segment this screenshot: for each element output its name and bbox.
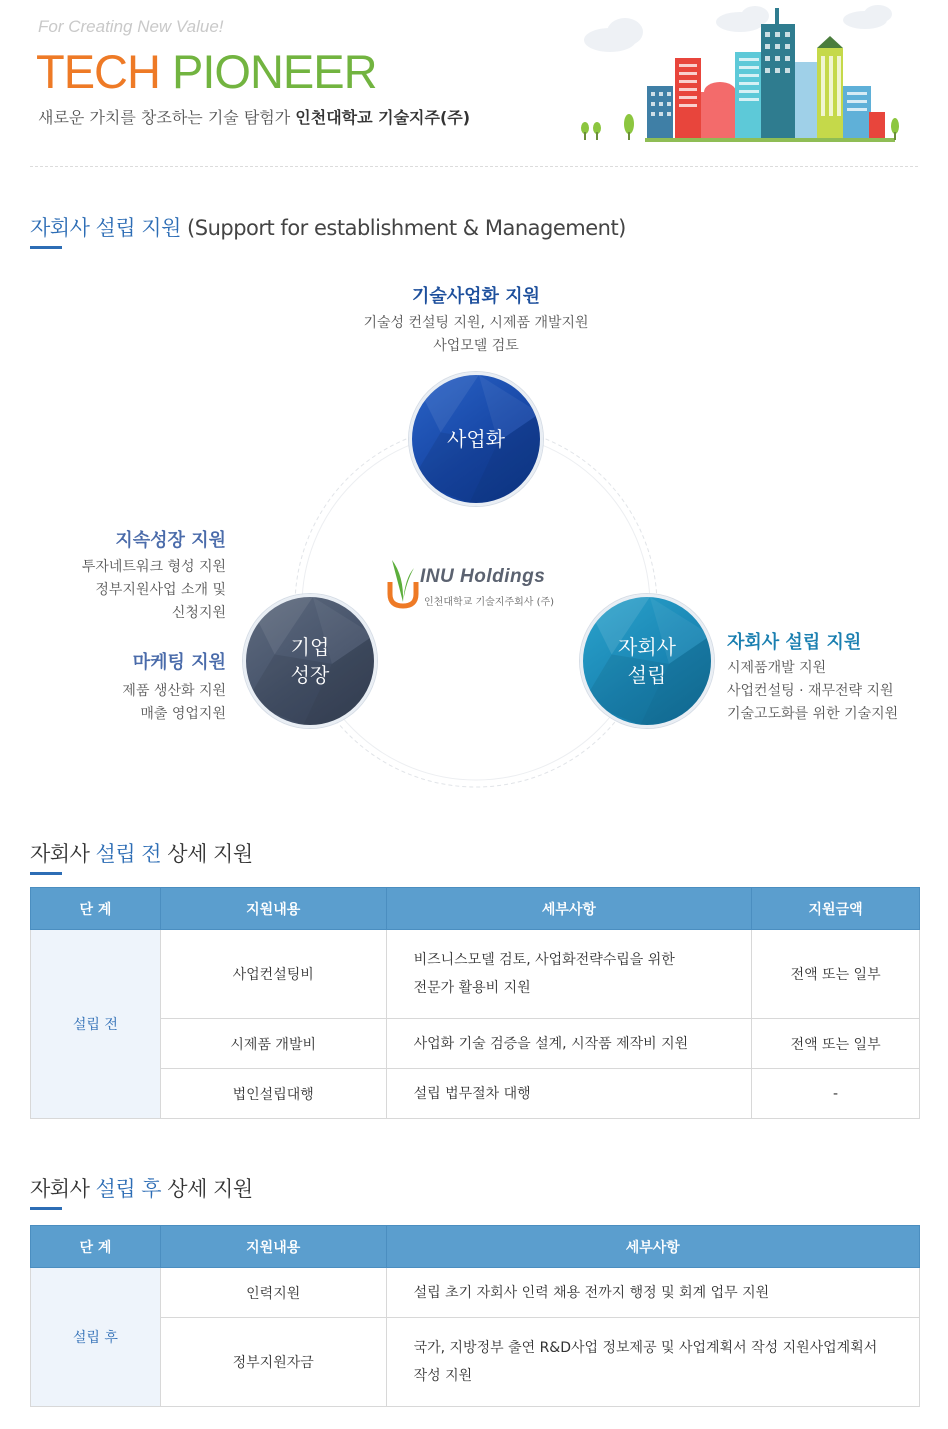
section-title-en: (Support for establishment & Management) — [187, 216, 626, 240]
tagline: For Creating New Value! — [38, 17, 224, 36]
col-header-content: 지원내용 — [160, 1226, 386, 1268]
support-cycle-diagram — [0, 270, 948, 800]
detail-cell: 설립 법무절차 대행 — [386, 1069, 752, 1119]
content-cell: 정부지원자금 — [160, 1318, 386, 1407]
content-cell: 사업컨설팅비 — [160, 930, 386, 1019]
amount-cell: - — [752, 1069, 920, 1119]
table-before-establishment — [30, 887, 920, 1119]
block-sustained-growth-title: 지속성장 지원 — [115, 530, 226, 551]
detail-cell: 국가, 지방정부 출연 R&D사업 정보제공 및 사업계획서 작성 지원사업계획서 작성 지원 — [386, 1318, 919, 1407]
content-cell: 시제품 개발비 — [160, 1019, 386, 1069]
brand-title — [36, 44, 377, 100]
logo-mark-icon — [386, 558, 420, 610]
block-marketing-text: 제품 생산화 지원 매출 영업지원 — [122, 683, 226, 722]
section-title-before-b: 상세 지원 — [167, 842, 253, 866]
block-establishment-text: 시제품개발 지원 사업컨설팅 · 재무전략 지원 기술고도화를 위한 기술지원 — [727, 660, 899, 722]
table-row — [31, 930, 920, 1019]
table-row — [31, 1318, 920, 1407]
header-subtitle — [38, 105, 470, 128]
section-title-before — [30, 838, 253, 868]
table-row — [31, 1069, 920, 1119]
circle-commercialization — [409, 372, 543, 506]
section-title-before-a: 자회사 — [30, 842, 90, 866]
circle-growth — [243, 594, 377, 728]
block-commercialization-text: 기술성 컨설팅 지원, 시제품 개발지원 사업모델 검토 — [363, 315, 589, 354]
col-header-step: 단 계 — [31, 1226, 161, 1268]
circle-establishment-label: 자회사 설립 — [618, 635, 676, 687]
detail-cell: 설립 초기 자회사 인력 채용 전까지 행정 및 회계 업무 지원 — [386, 1268, 919, 1318]
section-title-before-hl: 설립 전 — [95, 842, 162, 866]
subtitle-company: 인천대학교 기술지주(주) — [295, 108, 471, 127]
table-after-establishment — [30, 1225, 920, 1407]
section-title-underline — [30, 246, 62, 249]
section-title-after-hl: 설립 후 — [95, 1177, 162, 1201]
table-row — [31, 1268, 920, 1318]
circle-growth-label: 기업 성장 — [290, 635, 330, 687]
block-commercialization-title: 기술사업화 지원 — [412, 286, 540, 307]
section-title-after-b: 상세 지원 — [167, 1177, 253, 1201]
table-header-row — [31, 1226, 920, 1268]
section-title-underline — [30, 1207, 62, 1210]
circle-establishment — [580, 594, 714, 728]
inu-holdings-logo — [384, 558, 574, 618]
content-cell: 인력지원 — [160, 1268, 386, 1318]
brand-pioneer: PIONEER — [172, 45, 377, 98]
col-header-detail: 세부사항 — [386, 888, 752, 930]
col-header-step: 단 계 — [31, 888, 161, 930]
section-title-ko: 자회사 설립 지원 — [30, 216, 181, 240]
amount-cell: 전액 또는 일부 — [752, 930, 920, 1019]
block-sustained-growth-text: 투자네트워크 형성 지원 정부지원사업 소개 및 신청지원 — [81, 559, 226, 621]
detail-cell: 비즈니스모델 검토, 사업화전략수립을 위한 전문가 활용비 지원 — [386, 930, 752, 1019]
circle-commercialization-label: 사업화 — [447, 427, 505, 451]
detail-cell: 사업화 기술 검증을 설계, 시작품 제작비 지원 — [386, 1019, 752, 1069]
table-row — [31, 1019, 920, 1069]
step-cell: 설립 전 — [31, 930, 161, 1119]
section-title-after — [30, 1173, 253, 1203]
section-title-underline — [30, 872, 62, 875]
block-establishment-title: 자회사 설립 지원 — [727, 632, 862, 653]
section-title-after-a: 자회사 — [30, 1177, 90, 1201]
amount-cell: 전액 또는 일부 — [752, 1019, 920, 1069]
section-title-support — [30, 212, 626, 242]
header-divider — [30, 166, 918, 167]
content-cell: 법인설립대행 — [160, 1069, 386, 1119]
page-header — [0, 0, 948, 168]
col-header-detail: 세부사항 — [386, 1226, 919, 1268]
table-header-row — [31, 888, 920, 930]
cityscape-illustration — [575, 2, 905, 144]
step-cell: 설립 후 — [31, 1268, 161, 1407]
logo-name: INU Holdings — [420, 566, 546, 587]
col-header-amount: 지원금액 — [752, 888, 920, 930]
block-marketing-title: 마케팅 지원 — [132, 652, 226, 673]
subtitle-prefix: 새로운 가치를 창조하는 기술 탐험가 — [38, 108, 291, 127]
col-header-content: 지원내용 — [160, 888, 386, 930]
logo-subtext: 인천대학교 기술지주회사 (주) — [424, 597, 555, 608]
brand-tech: TECH — [36, 45, 160, 98]
